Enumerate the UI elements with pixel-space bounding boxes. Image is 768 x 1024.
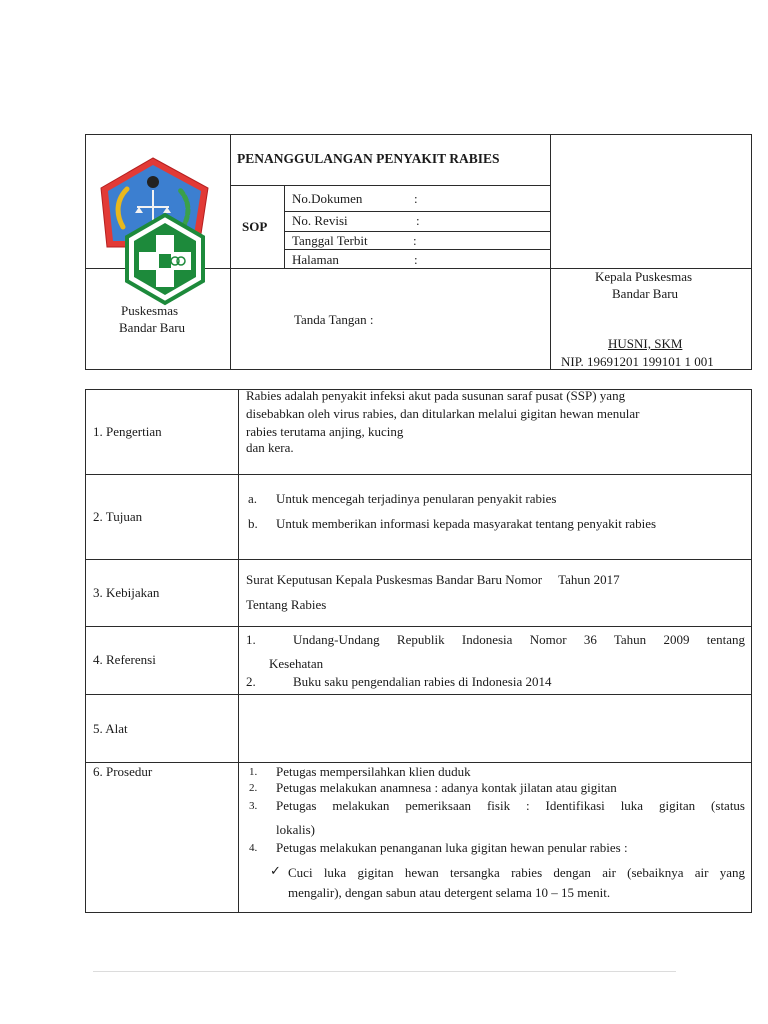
tujuan-item-a: Untuk mencegah terjadinya penularan penyakit rabies — [276, 491, 557, 506]
section-label-alat: 5. Alat — [93, 721, 128, 736]
section-label-prosedur: 6. Prosedur — [93, 764, 153, 779]
prosedur-marker-2: 2. — [249, 782, 258, 794]
pengertian-line-3: rabies terutama anjing, kucing — [246, 424, 404, 439]
head-title-line1: Kepala Puskesmas — [595, 269, 693, 284]
pengertian-line-2: disebabkan oleh virus rabies, dan ditularkan melalui gigitan hewan menular — [246, 406, 640, 421]
prosedur-step-4: Petugas melakukan penanganan luka gigitan hewan penular rabies : — [276, 840, 628, 855]
field-no-dokumen-sep: : — [414, 191, 418, 206]
signature-label: Tanda Tangan : — [294, 312, 374, 327]
field-tanggal-terbit-sep: : — [413, 233, 417, 248]
prosedur-substep-line-1: Cuci luka gigitan hewan tersangka rabies dengan air (sebaiknya air yang — [288, 865, 745, 880]
referensi-item-2: Buku saku pengendalian rabies di Indonesia 2014 — [293, 674, 552, 689]
org-name-line2: Bandar Baru — [119, 320, 186, 335]
prosedur-step-3-cont: lokalis) — [276, 822, 315, 837]
kebijakan-line-2: Tentang Rabies — [246, 597, 327, 612]
head-name: HUSNI, SKM — [608, 336, 683, 351]
section-label-pengertian: 1. Pengertian — [93, 424, 162, 439]
section-label-tujuan: 2. Tujuan — [93, 509, 143, 524]
sop-title: PENANGGULANGAN PENYAKIT RABIES — [237, 151, 500, 166]
referensi-item-1-cont: Kesehatan — [269, 656, 324, 671]
prosedur-marker-3: 3. — [249, 800, 258, 812]
section-label-kebijakan: 3. Kebijakan — [93, 585, 160, 600]
tujuan-item-b: Untuk memberikan informasi kepada masyarakat tentang penyakit rabies — [276, 516, 657, 531]
field-tanggal-terbit-label: Tanggal Terbit — [292, 233, 368, 248]
pengertian-line-4: dan kera. — [246, 440, 294, 455]
section-label-referensi: 4. Referensi — [93, 652, 156, 667]
prosedur-step-2: Petugas melakukan anamnesa : adanya kontak jilatan atau gigitan — [276, 780, 617, 795]
field-no-dokumen-label: No.Dokumen — [292, 191, 363, 206]
referensi-marker-1: 1. — [246, 632, 256, 647]
checkmark-icon: ✓ — [270, 864, 281, 879]
sop-label: SOP — [242, 219, 268, 234]
pengertian-line-1: Rabies adalah penyakit infeksi akut pada susunan saraf pusat (SSP) yang — [246, 388, 626, 403]
prosedur-marker-1: 1. — [249, 766, 258, 778]
field-no-revisi-sep: : — [416, 213, 420, 228]
field-halaman-sep: : — [414, 252, 418, 267]
field-no-revisi-label: No. Revisi — [292, 213, 348, 228]
referensi-marker-2: 2. — [246, 674, 256, 689]
prosedur-marker-4: 4. — [249, 842, 258, 854]
prosedur-step-3: Petugas melakukan pemeriksaan fisik : Identifikasi luka gigitan (status — [276, 798, 745, 813]
referensi-item-1: Undang-Undang Republik Indonesia Nomor 36 Tahun 2009 tentang — [293, 632, 745, 647]
puskesmas-logo-icon — [95, 155, 215, 310]
head-title-line2: Bandar Baru — [612, 286, 679, 301]
prosedur-step-1: Petugas mempersilahkan klien duduk — [276, 764, 471, 779]
kebijakan-line-1: Surat Keputusan Kepala Puskesmas Bandar Baru Nomor Tahun 2017 — [246, 572, 620, 587]
tujuan-marker-a: a. — [248, 491, 258, 506]
org-name-line1: Puskesmas — [121, 303, 179, 318]
footer-divider — [93, 971, 676, 972]
head-nip: NIP. 19691201 199101 1 001 — [561, 354, 714, 369]
field-halaman-label: Halaman — [292, 252, 339, 267]
prosedur-substep-line-2: mengalir), dengan sabun atau detergent selama 10 – 15 menit. — [288, 885, 611, 900]
tujuan-marker-b: b. — [248, 516, 258, 531]
